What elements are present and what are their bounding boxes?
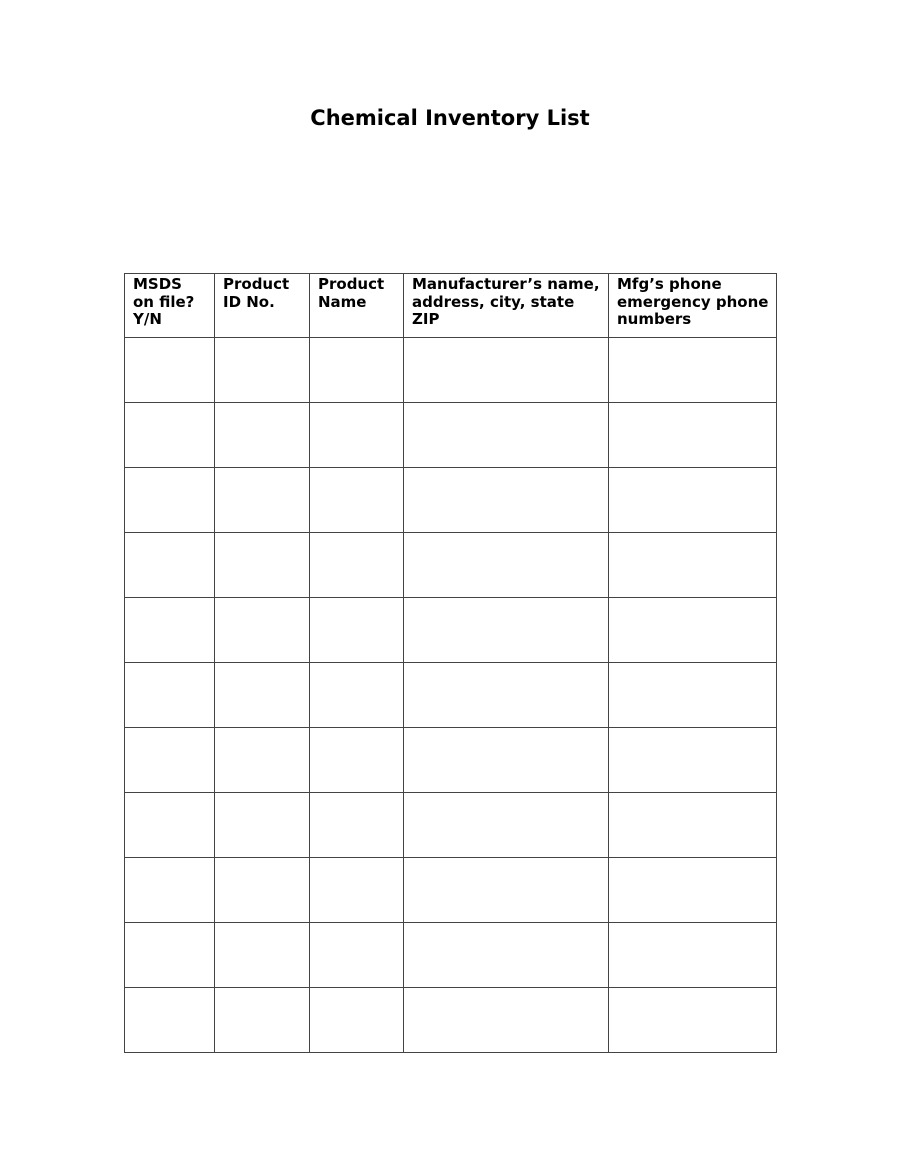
header-product-name: Product Name: [310, 274, 404, 338]
cell-emergency-phone[interactable]: [609, 598, 777, 663]
cell-msds-on-file[interactable]: [125, 988, 215, 1053]
table-body: [125, 338, 777, 1053]
cell-product-id[interactable]: [215, 468, 310, 533]
header-manufacturer-address: Manufacturer’s name, address, city, state ZIP: [404, 274, 609, 338]
cell-product-name[interactable]: [310, 598, 404, 663]
table-row: [125, 468, 777, 533]
cell-msds-on-file[interactable]: [125, 858, 215, 923]
chemical-inventory-table: [124, 273, 777, 1053]
cell-product-name[interactable]: [310, 988, 404, 1053]
cell-emergency-phone[interactable]: [609, 988, 777, 1053]
cell-product-id[interactable]: [215, 923, 310, 988]
table-row: [125, 338, 777, 403]
cell-product-id[interactable]: [215, 533, 310, 598]
cell-product-id[interactable]: [215, 338, 310, 403]
cell-emergency-phone[interactable]: [609, 468, 777, 533]
header-product-id: Product ID No.: [215, 274, 310, 338]
table-row: [125, 858, 777, 923]
cell-emergency-phone[interactable]: [609, 728, 777, 793]
cell-manufacturer-address[interactable]: [404, 403, 609, 468]
cell-emergency-phone[interactable]: [609, 858, 777, 923]
cell-product-name[interactable]: [310, 923, 404, 988]
cell-manufacturer-address[interactable]: [404, 858, 609, 923]
table-row: [125, 793, 777, 858]
cell-emergency-phone[interactable]: [609, 403, 777, 468]
cell-manufacturer-address[interactable]: [404, 923, 609, 988]
cell-manufacturer-address[interactable]: [404, 338, 609, 403]
table-row: [125, 598, 777, 663]
cell-emergency-phone[interactable]: [609, 923, 777, 988]
cell-product-id[interactable]: [215, 728, 310, 793]
cell-product-name[interactable]: [310, 403, 404, 468]
cell-product-name[interactable]: [310, 468, 404, 533]
cell-msds-on-file[interactable]: [125, 728, 215, 793]
table-header-row: [125, 274, 777, 338]
cell-emergency-phone[interactable]: [609, 533, 777, 598]
cell-product-name[interactable]: [310, 793, 404, 858]
cell-product-name[interactable]: [310, 338, 404, 403]
cell-manufacturer-address[interactable]: [404, 793, 609, 858]
table-row: [125, 728, 777, 793]
cell-product-name[interactable]: [310, 858, 404, 923]
cell-msds-on-file[interactable]: [125, 403, 215, 468]
header-msds-on-file: MSDS on file? Y/N: [125, 274, 215, 338]
cell-product-name[interactable]: [310, 728, 404, 793]
cell-emergency-phone[interactable]: [609, 663, 777, 728]
table-row: [125, 533, 777, 598]
table-row: [125, 988, 777, 1053]
cell-product-name[interactable]: [310, 663, 404, 728]
cell-product-id[interactable]: [215, 598, 310, 663]
header-emergency-phone: Mfg’s phone emergency phone numbers: [609, 274, 777, 338]
cell-product-id[interactable]: [215, 403, 310, 468]
cell-product-id[interactable]: [215, 988, 310, 1053]
table-row: [125, 923, 777, 988]
cell-msds-on-file[interactable]: [125, 338, 215, 403]
cell-msds-on-file[interactable]: [125, 468, 215, 533]
cell-msds-on-file[interactable]: [125, 793, 215, 858]
cell-msds-on-file[interactable]: [125, 663, 215, 728]
cell-manufacturer-address[interactable]: [404, 533, 609, 598]
cell-manufacturer-address[interactable]: [404, 663, 609, 728]
cell-manufacturer-address[interactable]: [404, 598, 609, 663]
cell-msds-on-file[interactable]: [125, 533, 215, 598]
cell-manufacturer-address[interactable]: [404, 728, 609, 793]
cell-product-id[interactable]: [215, 858, 310, 923]
table-row: [125, 663, 777, 728]
cell-manufacturer-address[interactable]: [404, 468, 609, 533]
page-title: Chemical Inventory List: [310, 106, 590, 130]
cell-product-id[interactable]: [215, 793, 310, 858]
cell-emergency-phone[interactable]: [609, 338, 777, 403]
cell-product-id[interactable]: [215, 663, 310, 728]
cell-emergency-phone[interactable]: [609, 793, 777, 858]
cell-manufacturer-address[interactable]: [404, 988, 609, 1053]
table-row: [125, 403, 777, 468]
cell-msds-on-file[interactable]: [125, 598, 215, 663]
cell-msds-on-file[interactable]: [125, 923, 215, 988]
cell-product-name[interactable]: [310, 533, 404, 598]
